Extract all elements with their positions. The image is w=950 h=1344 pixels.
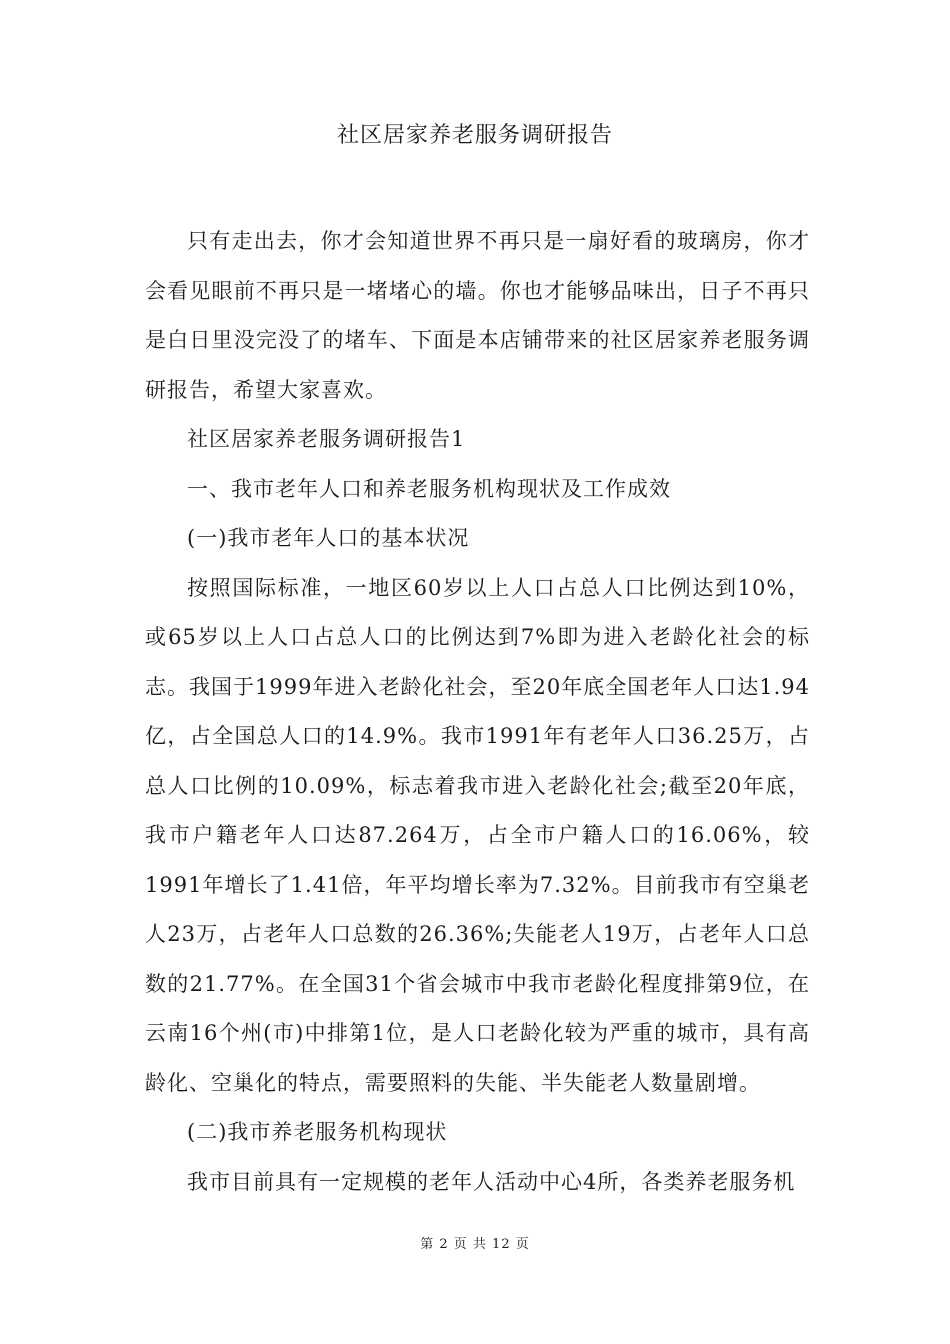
intro-paragraph: 只有走出去，你才会知道世界不再只是一扇好看的玻璃房，你才会看见眼前不再只是一堵堵心的墙。你也才能够品味出，日子不再只是白日里没完没了的堵车、下面是本店铺带来的社区居家养老服务调研报告，希望大家喜欢。 <box>145 229 810 402</box>
institutions-paragraph: 我市目前具有一定规模的老年人活动中心4所，各类养老服务机 <box>187 1169 796 1194</box>
document-body <box>145 217 810 1207</box>
population-paragraph: 按照国际标准，一地区60岁以上人口占总人口比例达到10%，或65岁以上人口占总人口的比例达到7%即为进入老龄化社会的标志。我国于1999年进入老龄化社会，至20年底全国老年人口达1.94亿，占全国总人口的14.9%。我市1991年有老年人口36.25万，占总人口比例的10.09%，标志着我市进入老龄化社会;截至20年底，我市户籍老年人口达87.264万，占全市户籍人口的16.06%，较1991年增长了1.41倍，年平均增长率为7.32%。目前我市有空巢老人23万，占老年人口总数的26.36%;失能老人19万，占老年人口总数的21.77%。在全国31个省会城市中我市老龄化程度排第9位，在云南16个州(市)中排第1位，是人口老龄化较为严重的城市，具有高龄化、空巢化的特点，需要照料的失能、半失能老人数量剧增。 <box>145 575 810 1095</box>
subsection-heading: (一)我市老年人口的基本状况 <box>187 526 470 550</box>
document-title: 社区居家养老服务调研报告 <box>336 123 613 148</box>
section-heading: 一、我市老年人口和养老服务机构现状及工作成效 <box>187 476 671 501</box>
report-subtitle: 社区居家养老服务调研报告1 <box>187 427 466 451</box>
page-footer: 第 2 页 共 12 页 <box>420 1237 530 1252</box>
subsection-heading: (二)我市养老服务机构现状 <box>187 1120 448 1144</box>
